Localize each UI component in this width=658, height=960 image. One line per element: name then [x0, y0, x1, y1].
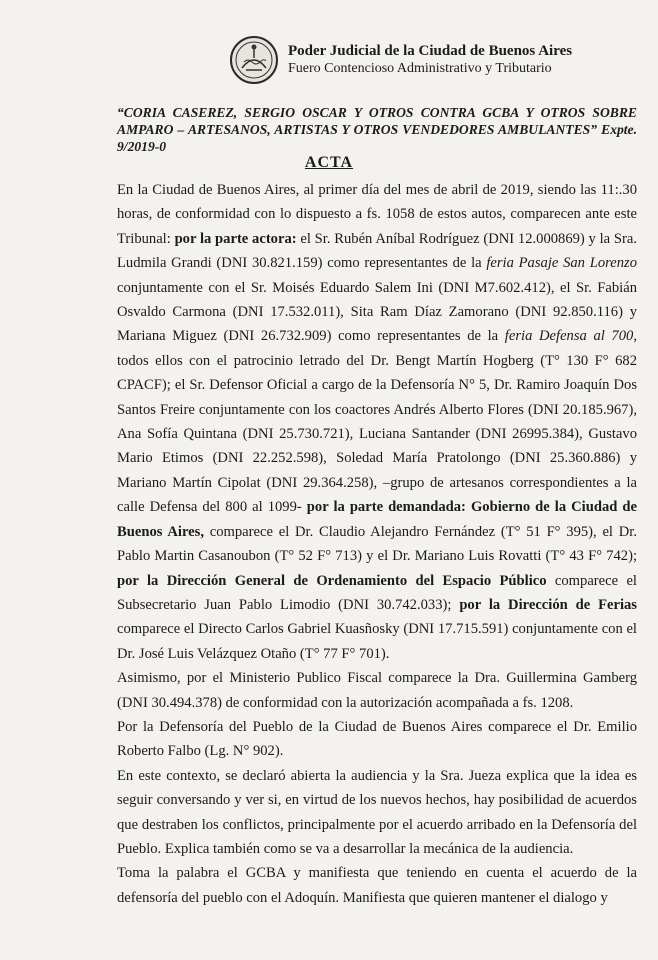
text-run: Por la Defensoría del Pueblo de la Ciudad de Buenos Aires comparece el Dr. Emilio Roberto Falbo (Lg. N° 902).: [117, 718, 637, 760]
text-run: por la parte actora:: [174, 230, 297, 247]
institution-title: Poder Judicial de la Ciudad de Buenos Aires: [288, 43, 573, 59]
paragraph: [117, 666, 637, 715]
text-run: comparece el Subsecretario Juan Pablo Limodio (DNI 30.742.033);: [117, 572, 637, 613]
text-run: el Sr. Rubén Aníbal Rodríguez (DNI 12.000869) y la Sra. Ludmila Grandi (DNI 30.821.159) como representantes de la: [117, 230, 637, 272]
document-body: [117, 178, 637, 910]
text-run: comparece el Directo Carlos Gabriel Kuasñosky (DNI 17.715.591) conjuntamente con el Dr. José Luis Velázquez Otaño (T° 77 F° 701).: [117, 621, 637, 662]
text-run: , todos ellos con el patrocinio letrado del Dr. Bengt Martín Hogberg (T° 130 F° 682 CPACF); el Sr. Defensor Oficial a cargo de la Defensoría N° 5, Dr. Ramiro Joaquín Dos Santos Freire conjuntamente con los coactores Andrés Alberto Flores (DNI 20.185.967), Ana Sofía Quintana (DNI 25.730.721), Luciana Santander (DNI 26995.384), Gustavo Mario Etimos (DNI 22.252.598), Soledad María Pratolongo (DNI 25.360.886) y Mariano Martín Cipolat (DNI 29.364.258), –grupo de artesanos correspondientes a la calle Defensa del 800 al 1099-: [117, 328, 637, 516]
paragraph: [117, 178, 637, 666]
institution-subtitle: Fuero Contencioso Administrativo y Tributario: [288, 61, 552, 76]
text-run: En la Ciudad de Buenos Aires, al primer día del mes de abril de 2019, siendo las 11:.30 horas, de conformidad con lo dispuesto a fs. 1058 de estos autos, comparecen ante este Tribunal:: [117, 182, 637, 247]
text-run: por la Dirección General de Ordenamiento del Espacio Público: [117, 572, 547, 589]
text-run: comparece el Dr. Claudio Alejandro Fernández (T° 51 F° 395), el Dr. Pablo Martin Casanoubon (T° 52 F° 713) y el Dr. Mariano Luis Rovatti (T° 43 F° 742);: [117, 523, 637, 565]
text-run: Toma la palabra el GCBA y manifiesta que teniendo en cuenta el acuerdo de la defensoría del pueblo con el Adoquín. Manifiesta que quieren mantener el dialogo y: [117, 865, 637, 906]
paragraph: [117, 764, 637, 862]
text-run: feria Defensa al 700: [504, 328, 634, 345]
letterhead: [230, 36, 572, 84]
text-run: por la Dirección de Ferias: [459, 596, 637, 613]
case-caption: “CORIA CASEREZ, SERGIO OSCAR Y OTROS CONTRA GCBA Y OTROS SOBRE AMPARO – ARTESANOS, ARTISTAS Y OTROS VENDEDORES AMBULANTES” Expte. 9/2019-0: [117, 105, 637, 154]
text-run: conjuntamente con el Sr. Moisés Eduardo Salem Ini (DNI M7.602.412), el Sr. Fabián Osvaldo Carmona (DNI 17.532.011), Sita Ram Díaz Zamorano (DNI 92.850.116) y Mariana Miguez (DNI 26.732.909) como representantes de la: [117, 279, 637, 345]
coat-of-arms-icon: [230, 36, 278, 84]
text-run: Asimismo, por el Ministerio Publico Fiscal comparece la Dra. Guillermina Gamberg (DNI 30.494.378) de conformidad con la autorización acompañada a fs. 1208.: [117, 670, 637, 711]
document-title: ACTA: [304, 154, 354, 171]
text-run: En este contexto, se declaró abierta la audiencia y la Sra. Jueza explica que la idea es seguir conversando y ver si, en virtud de los nuevos hechos, hay posibilidad de acuerdos que destraben los conflictos, principalmente por el acuerdo arribado en la Defensoría del Pueblo. Explica también como se va a desarrollar la mecánica de la audiencia.: [117, 767, 637, 857]
paragraph: [117, 861, 637, 910]
text-run: feria Pasaje San Lorenzo: [486, 255, 638, 272]
paragraph: [117, 715, 637, 764]
text-run: por la parte demandada: Gobierno de la Ciudad de Buenos Aires,: [117, 499, 637, 540]
